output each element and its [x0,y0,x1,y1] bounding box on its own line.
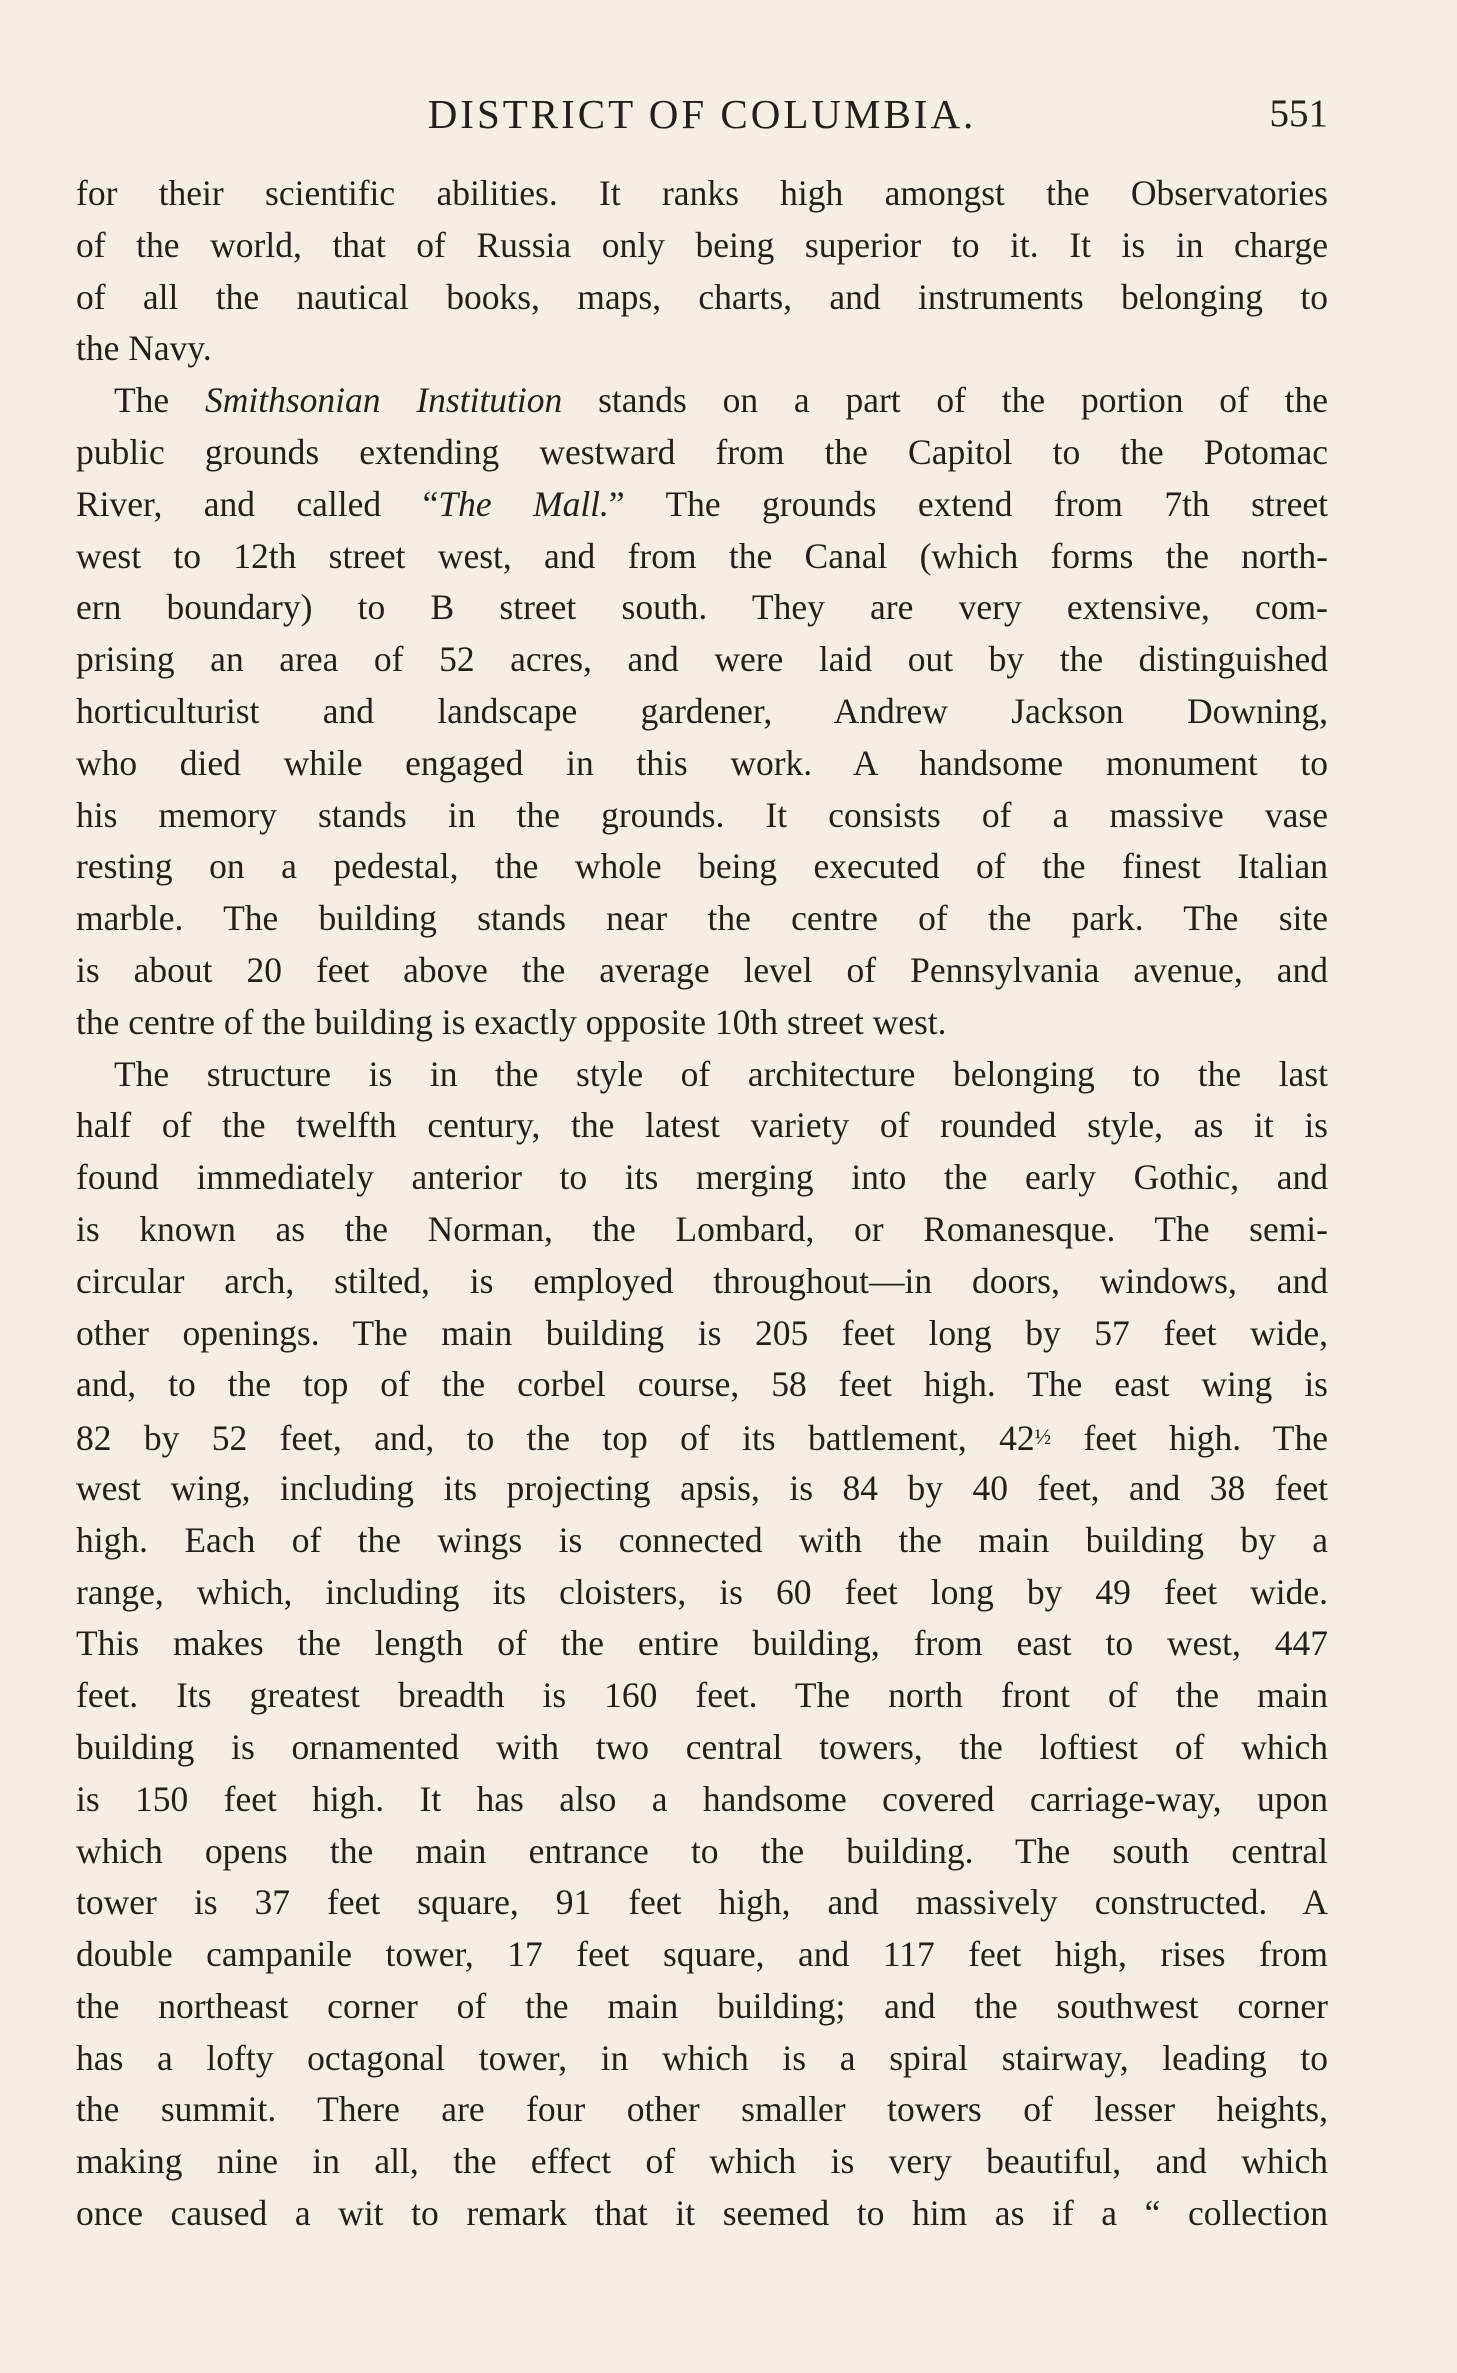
text-line: making nine in all, the effect of which is very beautiful, and which [76,2141,1328,2182]
text-line: has a lofty octagonal tower, in which is a spiral stairway, leading to [76,2037,1328,2078]
text-line: tower is 37 feet square, 91 feet high, and massively constructed. A [76,1882,1328,1923]
text-line: range, which, including its cloisters, is 60 feet long by 49 feet wide. [76,1571,1328,1612]
running-title: DISTRICT OF COLUMBIA. [427,91,977,137]
text-line: This makes the length of the entire building, from east to west, 447 [76,1623,1328,1664]
text-line: resting on a pedestal, the whole being executed of the finest Italian [76,846,1328,887]
text-line: ern boundary) to B street south. They are very extensive, com- [76,587,1328,628]
text-line: the Navy. [76,328,212,369]
italic-title: Smithsonian Institution [205,380,563,421]
text-line: the summit. There are four other smaller towers of lesser heights, [76,2089,1328,2130]
text-line: is known as the Norman, the Lombard, or Romanesque. The semi- [76,1208,1328,1249]
text-line [76,1411,1328,1463]
text-line: The structure is in the style of architecture belonging to the last [114,1053,1328,1094]
text-line: the centre of the building is exactly opposite 10th street west. [76,1001,947,1042]
text-line: public grounds extending westward from the Capitol to the Potomac [76,431,1328,472]
text-line [76,375,1328,427]
text-run: 82 by 52 feet, and, to the top of its battlement, 42 [76,1418,1035,1459]
text-run: The [114,380,170,421]
text-line: which opens the main entrance to the building. The south central [76,1830,1328,1871]
text-run: ” The grounds extend from 7th street [608,483,1328,524]
text-line: building is ornamented with two central towers, the loftiest of which [76,1726,1328,1767]
text-line: other openings. The main building is 205 feet long by 57 feet wide, [76,1312,1328,1353]
running-head [76,88,1328,140]
text-line: horticulturist and landscape gardener, Andrew Jackson Downing, [76,690,1328,731]
text-line: of the world, that of Russia only being superior to it. It is in charge [76,224,1328,265]
text-run: stands on a part of the portion of the [598,380,1328,421]
text-line: feet. Its greatest breadth is 160 feet. The north front of the main [76,1675,1328,1716]
text-line: and, to the top of the corbel course, 58 feet high. The east wing is [76,1364,1328,1405]
text-line: marble. The building stands near the centre of the park. The site [76,898,1328,939]
text-line: his memory stands in the grounds. It consists of a massive vase [76,794,1328,835]
text-line: double campanile tower, 17 feet square, and 117 feet high, rises from [76,1934,1328,1975]
text-line: who died while engaged in this work. A handsome monument to [76,742,1328,783]
body-text [76,168,1328,2240]
text-line: west to 12th street west, and from the Canal (which forms the north- [76,535,1328,576]
text-line: half of the twelfth century, the latest variety of rounded style, as it is [76,1105,1328,1146]
text-line: found immediately anterior to its merging into the early Gothic, and [76,1157,1328,1198]
text-line: of all the nautical books, maps, charts, and instruments belonging to [76,276,1328,317]
text-line: high. Each of the wings is connected with the main building by a [76,1519,1328,1560]
text-line: for their scientific abilities. It ranks high amongst the Observatories [76,173,1328,213]
italic-title: The Mall. [438,483,609,524]
text-line: once caused a wit to remark that it seemed to him as if a “ collection [76,2193,1328,2234]
text-line: prising an area of 52 acres, and were laid out by the distinguished [76,639,1328,680]
fraction: ½ [1034,1424,1052,1450]
text-line: the northeast corner of the main building; and the southwest corner [76,1985,1328,2026]
text-line: west wing, including its projecting apsis, is 84 by 40 feet, and 38 feet [76,1467,1328,1508]
text-run: feet high. The [1051,1418,1328,1459]
text-line [76,479,1328,531]
text-line: is 150 feet high. It has also a handsome covered carriage-way, upon [76,1778,1328,1819]
text-line: is about 20 feet above the average level of Pennsylvania avenue, and [76,949,1328,990]
page-number: 551 [1269,92,1328,135]
text-run: River, and called “ [76,483,439,524]
text-line: circular arch, stilted, is employed throughout—in doors, windows, and [76,1260,1328,1301]
